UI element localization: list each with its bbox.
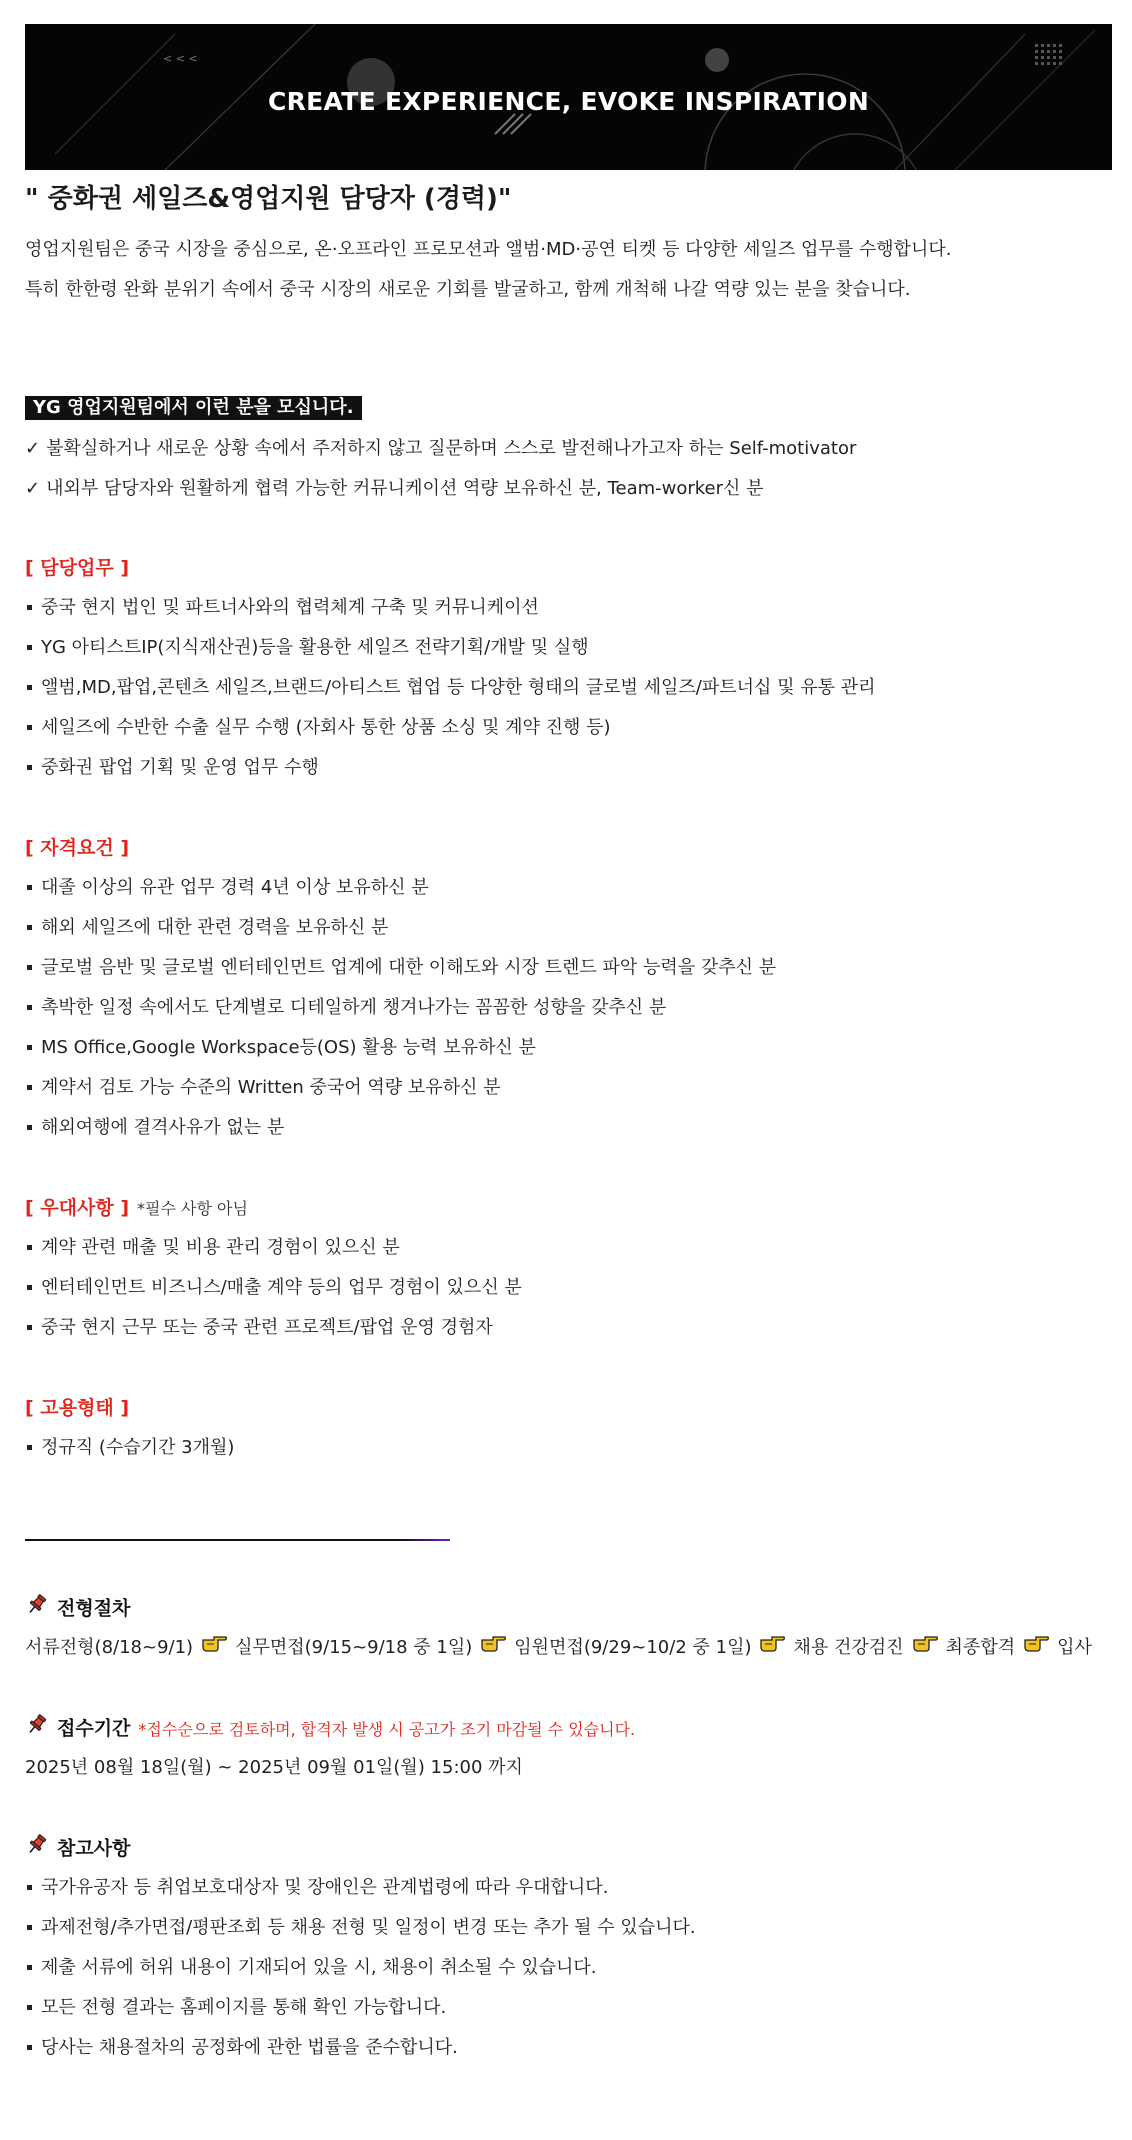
notes-heading-row xyxy=(25,1836,130,1863)
pointing-hand-icon xyxy=(759,1634,785,1659)
preferred-text: 엔터테인먼트 비즈니스/매출 계약 등의 업무 경험이 있으신 분 xyxy=(41,1277,522,1298)
preferred-item xyxy=(25,1316,493,1340)
square-bullet-icon xyxy=(27,1045,32,1050)
pointing-hand-icon xyxy=(480,1634,506,1659)
seeking-item xyxy=(25,477,764,501)
note-text: 제출 서류에 허위 내용이 기재되어 있을 시, 채용이 취소될 수 있습니다. xyxy=(41,1957,597,1978)
job-title: " 중화권 세일즈&영업지원 담당자 (경력)" xyxy=(25,184,512,214)
period-heading: 접수기간 xyxy=(57,1717,131,1740)
notes-heading: 참고사항 xyxy=(57,1837,131,1860)
duty-item xyxy=(25,636,589,660)
intro-line-2: 특히 한한령 완화 분위기 속에서 중국 시장의 새로운 기회를 발굴하고, 함께 개척해 나갈 역량 있는 분을 찾습니다. xyxy=(25,279,911,300)
square-bullet-icon xyxy=(27,645,32,650)
pointing-hand-icon xyxy=(1023,1634,1049,1659)
square-bullet-icon xyxy=(27,685,32,690)
requirement-text: 글로벌 음반 및 글로벌 엔터테인먼트 업계에 대한 이해도와 시장 트렌드 파악 능력을 갖추신 분 xyxy=(41,957,777,978)
seeking-heading-row xyxy=(25,396,362,420)
pointing-hand-icon xyxy=(912,1634,938,1659)
seeking-item-text: 내외부 담당자와 원활하게 협력 가능한 커뮤니케이션 역량 보유하신 분, Team-worker신 분 xyxy=(46,478,764,499)
duty-item xyxy=(25,716,611,740)
process-step: 실무면접(9/15~9/18 중 1일) xyxy=(235,1637,473,1658)
duty-text: 세일즈에 수반한 수출 실무 수행 (자회사 통한 상품 소싱 및 계약 진행 등) xyxy=(41,717,611,738)
preferred-item xyxy=(25,1236,400,1260)
requirement-item xyxy=(25,1076,501,1100)
square-bullet-icon xyxy=(27,2005,32,2010)
process-step: 서류전형(8/18~9/1) xyxy=(25,1637,194,1658)
square-bullet-icon xyxy=(27,885,32,890)
duties-heading: [ 담당업무 ] xyxy=(25,557,130,579)
note-text: 모든 전형 결과는 홈페이지를 통해 확인 가능합니다. xyxy=(41,1997,447,2018)
preferred-heading-row xyxy=(25,1196,248,1221)
requirement-text: 촉박한 일정 속에서도 단계별로 디테일하게 챙겨나가는 꼼꼼한 성향을 갖추신 분 xyxy=(41,997,667,1018)
process-heading: 전형절차 xyxy=(57,1597,131,1620)
square-bullet-icon xyxy=(27,605,32,610)
duty-item xyxy=(25,756,319,780)
check-icon: ✓ xyxy=(25,478,41,499)
duty-text: YG 아티스트IP(지식재산권)등을 활용한 세일즈 전략기획/개발 및 실행 xyxy=(41,637,589,658)
note-item xyxy=(25,1916,696,1940)
preferred-heading: [ 우대사항 ] xyxy=(25,1197,130,1219)
header-banner xyxy=(25,24,1112,170)
pushpin-icon xyxy=(25,1832,49,1863)
requirement-item xyxy=(25,1116,284,1140)
banner-decor-text: < < < xyxy=(163,52,198,65)
requirement-item xyxy=(25,956,776,980)
intro-line-1: 영업지원팀은 중국 시장을 중심으로, 온·오프라인 프로모션과 앨범·MD·공연 티켓 등 다양한 세일즈 업무를 수행합니다. xyxy=(25,239,952,260)
requirement-text: 해외여행에 결격사유가 없는 분 xyxy=(41,1117,285,1138)
preferred-note: *필수 사항 아님 xyxy=(137,1199,248,1218)
requirement-text: 해외 세일즈에 대한 관련 경력을 보유하신 분 xyxy=(41,917,389,938)
process-step: 최종합격 xyxy=(945,1637,1016,1658)
duty-text: 중화권 팝업 기획 및 운영 업무 수행 xyxy=(41,757,319,778)
requirement-item xyxy=(25,876,429,900)
period-note: *접수순으로 검토하며, 합격자 발생 시 공고가 조기 마감될 수 있습니다. xyxy=(138,1719,636,1739)
duty-item xyxy=(25,596,539,620)
requirement-item xyxy=(25,996,666,1020)
duty-item xyxy=(25,676,876,700)
square-bullet-icon xyxy=(27,1445,32,1450)
banner-tagline: CREATE EXPERIENCE, EVOKE INSPIRATION xyxy=(267,86,870,116)
square-bullet-icon xyxy=(27,1965,32,1970)
section-divider xyxy=(25,1539,450,1541)
employment-heading: [ 고용형태 ] xyxy=(25,1397,130,1419)
pointing-hand-icon xyxy=(201,1634,227,1659)
square-bullet-icon xyxy=(27,2045,32,2050)
process-steps xyxy=(25,1636,1092,1660)
seeking-heading: YG 영업지원팀에서 이런 분을 모십니다. xyxy=(25,396,362,420)
square-bullet-icon xyxy=(27,1125,32,1130)
check-icon: ✓ xyxy=(25,438,41,459)
process-step: 채용 건강검진 xyxy=(793,1637,904,1658)
process-step: 입사 xyxy=(1057,1637,1092,1658)
square-bullet-icon xyxy=(27,1885,32,1890)
note-item xyxy=(25,1996,446,2020)
process-step: 임원면접(9/29~10/2 중 1일) xyxy=(514,1637,752,1658)
square-bullet-icon xyxy=(27,765,32,770)
requirement-text: MS Office,Google Workspace등(OS) 활용 능력 보유하신 분 xyxy=(41,1037,536,1058)
square-bullet-icon xyxy=(27,965,32,970)
requirement-text: 계약서 검토 가능 수준의 Written 중국어 역량 보유하신 분 xyxy=(41,1077,501,1098)
square-bullet-icon xyxy=(27,1005,32,1010)
period-dates: 2025년 08월 18일(월) ~ 2025년 09월 01일(월) 15:00 까지 xyxy=(25,1757,523,1778)
square-bullet-icon xyxy=(27,1285,32,1290)
seeking-item-text: 불확실하거나 새로운 상황 속에서 주저하지 않고 질문하며 스스로 발전해나가고자 하는 Self-motivator xyxy=(46,438,857,459)
preferred-text: 계약 관련 매출 및 비용 관리 경험이 있으신 분 xyxy=(41,1237,400,1258)
employment-text: 정규직 (수습기간 3개월) xyxy=(41,1437,235,1458)
square-bullet-icon xyxy=(27,1245,32,1250)
duty-text: 앨범,MD,팝업,콘텐츠 세일즈,브랜드/아티스트 협업 등 다양한 형태의 글로벌 세일즈/파트너십 및 유통 관리 xyxy=(41,677,876,698)
requirements-heading: [ 자격요건 ] xyxy=(25,837,130,859)
period-heading-row xyxy=(25,1716,635,1743)
note-text: 과제전형/추가면접/평판조회 등 채용 전형 및 일정이 변경 또는 추가 될 수 있습니다. xyxy=(41,1917,696,1938)
note-item xyxy=(25,1876,608,1900)
process-heading-row xyxy=(25,1596,130,1623)
requirement-item xyxy=(25,916,388,940)
preferred-item xyxy=(25,1276,522,1300)
square-bullet-icon xyxy=(27,1325,32,1330)
note-item xyxy=(25,1956,597,1980)
preferred-text: 중국 현지 근무 또는 중국 관련 프로젝트/팝업 운영 경험자 xyxy=(41,1317,493,1338)
pushpin-icon xyxy=(25,1712,49,1743)
requirement-item xyxy=(25,1036,536,1060)
requirement-text: 대졸 이상의 유관 업무 경력 4년 이상 보유하신 분 xyxy=(41,877,429,898)
seeking-item xyxy=(25,437,856,461)
square-bullet-icon xyxy=(27,1085,32,1090)
duty-text: 중국 현지 법인 및 파트너사와의 협력체계 구축 및 커뮤니케이션 xyxy=(41,597,539,618)
note-text: 국가유공자 등 취업보호대상자 및 장애인은 관계법령에 따라 우대합니다. xyxy=(41,1877,609,1898)
employment-item xyxy=(25,1436,234,1460)
note-text: 당사는 채용절차의 공정화에 관한 법률을 준수합니다. xyxy=(41,2037,458,2058)
pushpin-icon xyxy=(25,1592,49,1623)
square-bullet-icon xyxy=(27,1925,32,1930)
square-bullet-icon xyxy=(27,725,32,730)
square-bullet-icon xyxy=(27,925,32,930)
note-item xyxy=(25,2036,458,2060)
